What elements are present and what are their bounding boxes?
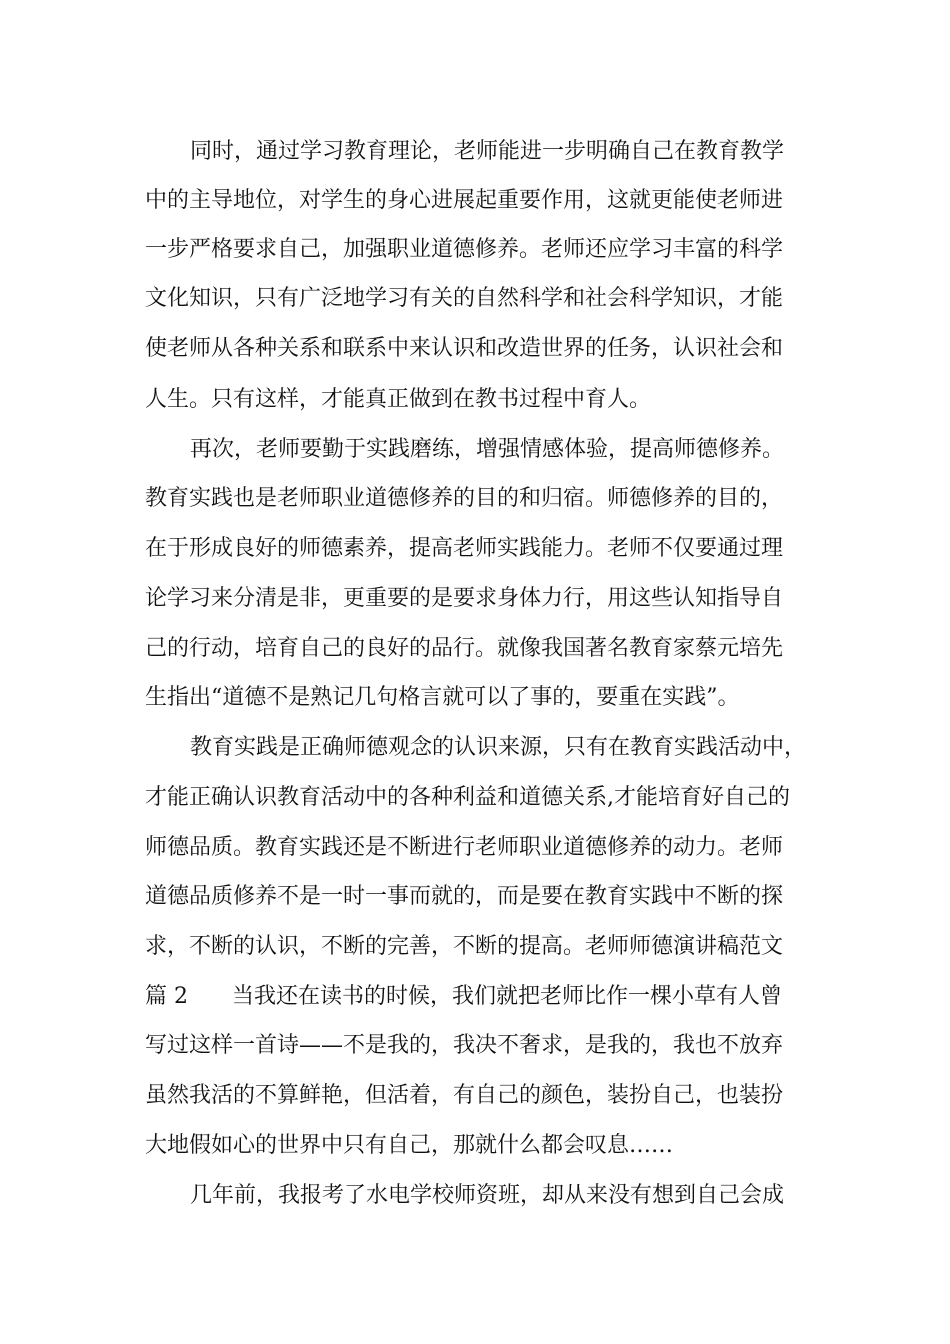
text-line-13: 教育实践是正确师德观念的认识来源，只有在教育实践活动中， (190, 735, 807, 760)
text-line-8: 教育实践也是老师职业道德修养的目的和归宿。师德修养的目的， (145, 486, 784, 511)
text-line-4: 文化知识，只有广泛地学习有关的自然科学和社会科学知识，才能 (145, 286, 784, 311)
text-line-15: 师德品质。教育实践还是不断进行老师职业道德修养的动力。老师 (145, 835, 784, 860)
text-line-22: 几年前，我报考了水电学校师资班，却从来没有想到自己会成 (190, 1183, 785, 1208)
text-line-3: 一步严格要求自己，加强职业道德修养。老师还应学习丰富的科学 (145, 237, 784, 262)
text-line-2: 中的主导地位，对学生的身心进展起重要作用，这就更能使老师进 (145, 188, 784, 213)
text-line-16: 道德品质修养不是一时一事而就的，而是要在教育实践中不断的探 (145, 884, 784, 909)
text-line-12: 生指出“道德不是熟记几句格言就可以了事的，要重在实践”。 (145, 685, 740, 710)
text-line-17: 求，不断的认识，不断的完善，不断的提高。老师师德演讲稿范文 (145, 934, 784, 959)
text-line-6: 人生。只有这样，才能真正做到在教书过程中育人。 (145, 387, 652, 412)
text-line-21: 大地假如心的世界中只有自己，那就什么都会叹息…… (145, 1133, 674, 1158)
text-line-5: 使老师从各种关系和联系中来认识和改造世界的任务，认识社会和 (145, 336, 784, 361)
text-line-9: 在于形成良好的师德素养，提高老师实践能力。老师不仅要通过理 (145, 536, 784, 561)
text-line-20: 虽然我活的不算鲜艳，但活着，有自己的颜色，装扮自己，也装扮 (145, 1083, 784, 1108)
text-line-11: 己的行动，培育自己的良好的品行。就像我国著名教育家蔡元培先 (145, 636, 784, 661)
text-line-14: 才能正确认识教育活动中的各种利益和道德关系,才能培育好自己的 (145, 785, 790, 810)
text-line-7: 再次，老师要勤于实践磨练，增强情感体验，提高师德修养。 (190, 437, 785, 462)
text-line-10: 论学习来分清是非，更重要的是要求身体力行，用这些认知指导自 (145, 586, 784, 611)
text-line-19: 写过这样一首诗——不是我的，我决不奢求，是我的，我也不放弃 (145, 1033, 784, 1058)
text-line-18: 篇 2 当我还在读书的时候，我们就把老师比作一棵小草有人曾 (145, 984, 782, 1009)
text-line-1: 同时，通过学习教育理论，老师能进一步明确自己在教育教学 (190, 139, 785, 164)
